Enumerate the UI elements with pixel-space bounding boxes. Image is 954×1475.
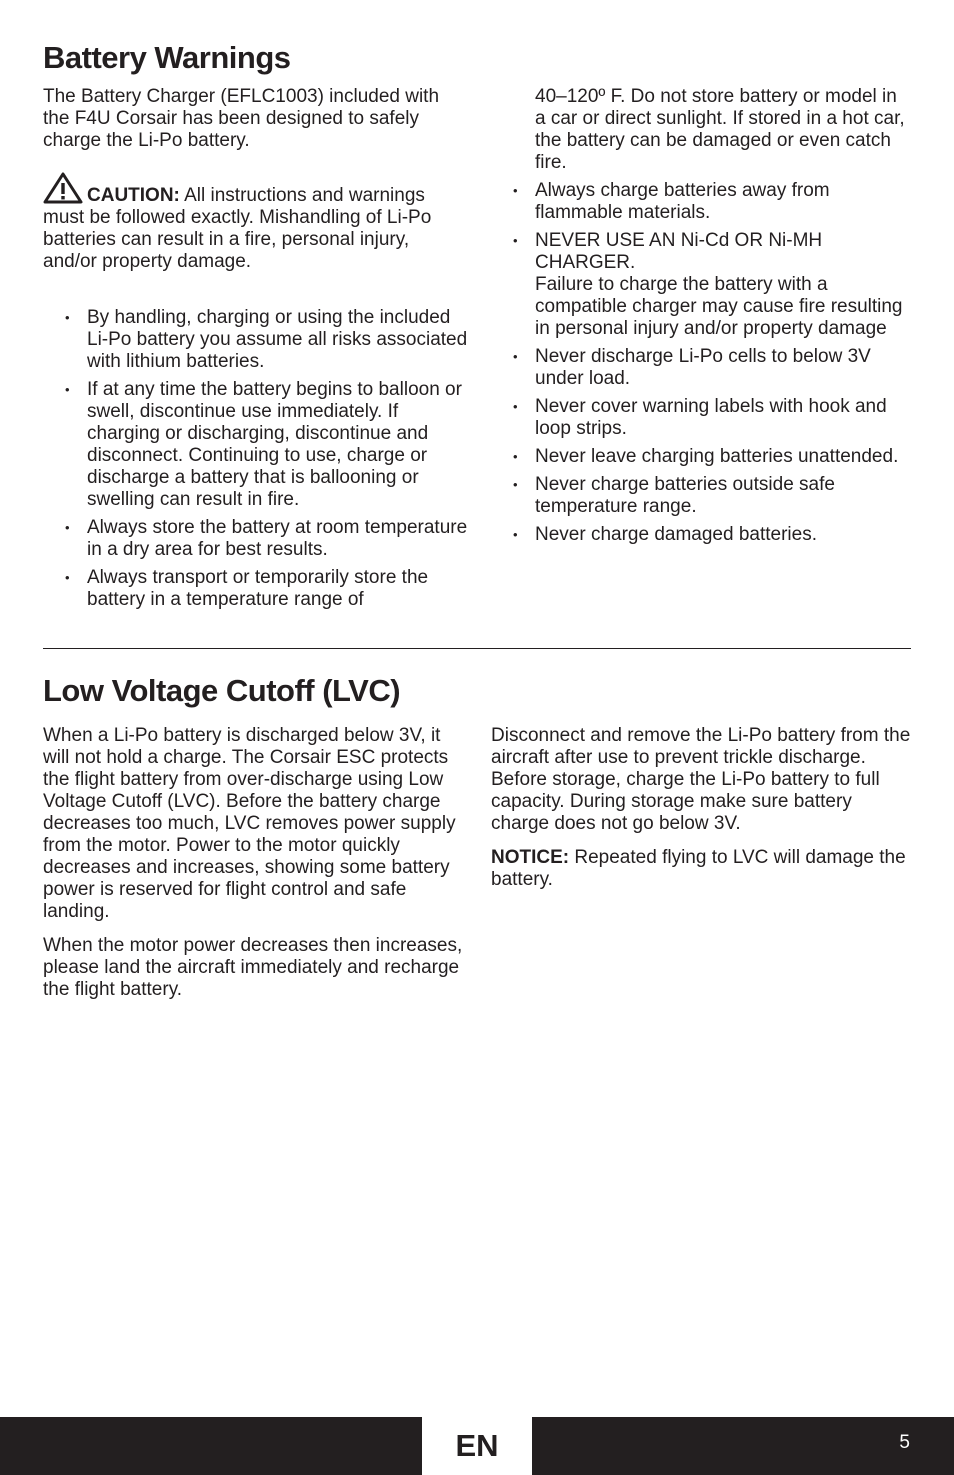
list-item: • NEVER USE AN Ni-Cd OR Ni-MH CHARGER. Failure to charge the battery with a compatible charger may cause fire resulting in personal injury and/or property damage <box>513 230 903 339</box>
language-tab: EN <box>455 1428 499 1463</box>
bullet-mark: • <box>65 310 70 325</box>
battery-intro: The Battery Charger (EFLC1003) included with the F4U Corsair has been designed to safely charge the Li-Po battery. <box>43 86 440 151</box>
section-divider <box>43 648 911 649</box>
battery-warnings-left-column <box>43 86 468 617</box>
bullet-mark: • <box>65 382 70 397</box>
list-item: • Always store the battery at room temperature in a dry area for best results. <box>65 517 468 560</box>
notice-text: Repeated flying to LVC will damage the battery. <box>491 847 906 890</box>
bullet-mark: • <box>513 477 518 492</box>
notice-label: NOTICE: <box>491 847 570 868</box>
charger-detail: Failure to charge the battery with a compatible charger may cause fire resulting in personal injury and/or property damage <box>535 274 903 339</box>
lvc-left-column <box>43 725 468 1001</box>
bullet-mark: • <box>513 399 518 414</box>
bullet-mark: • <box>65 520 70 535</box>
right-bullet-list <box>513 180 908 546</box>
lvc-title: Low Voltage Cutoff (LVC) <box>43 673 401 708</box>
bullet-mark: • <box>513 449 518 464</box>
lvc-right-column <box>491 725 911 891</box>
bullet-continuation: 40–120º F. Do not store battery or model in a car or direct sunlight. If stored in a hot car, the battery can be damaged or even catch fire. <box>535 86 905 173</box>
bullet-mark: • <box>513 183 518 198</box>
list-item: • Always charge batteries away from flammable materials. <box>513 180 830 223</box>
list-item: • Never discharge Li-Po cells to below 3V under load. <box>513 346 871 389</box>
lvc-paragraph-2: When the motor power decreases then increases, please land the aircraft immediately and recharge the flight battery. <box>43 935 463 1000</box>
list-item: • Never charge damaged batteries. <box>513 524 817 545</box>
bullet-mark: • <box>65 570 70 585</box>
list-item: • If at any time the battery begins to balloon or swell, discontinue use immediately. If charging or discharging, discontinue and disconnect. Continuing to use, charge or discharge a battery that is ballooning or swelling can result in fire. <box>65 379 462 510</box>
caution-label: CAUTION: <box>87 185 180 206</box>
caution-paragraph <box>43 172 468 273</box>
list-item: • Never leave charging batteries unattended. <box>513 446 899 467</box>
bullet-mark: • <box>513 233 518 248</box>
footer-bar-right <box>532 1417 954 1475</box>
warning-triangle-icon <box>43 172 83 204</box>
battery-warnings-right-column <box>513 86 908 552</box>
battery-warnings-title: Battery Warnings <box>43 40 291 75</box>
footer-bar-left <box>0 1417 422 1475</box>
bullet-mark: • <box>513 527 518 542</box>
list-item: • Never cover warning labels with hook and loop strips. <box>513 396 887 439</box>
bullet-mark: • <box>513 349 518 364</box>
caution-text: All instructions and warnings must be followed exactly. Mishandling of Li-Po batteries can result in a fire, personal injury, and/or property damage. <box>43 185 432 272</box>
lvc-paragraph-1: When a Li-Po battery is discharged below 3V, it will not hold a charge. The Corsair ESC protects the flight battery from over-discharge using Low Voltage Cutoff (LVC). Before the battery charge decreases too much, LVC removes power supply from the motor. Power to the motor quickly decreases and increases, showing some battery power is reserved for flight control and safe landing. <box>43 725 456 922</box>
page-number: 5 <box>899 1432 910 1453</box>
list-item: • By handling, charging or using the included Li-Po battery you assume all risks associated with lithium batteries. <box>65 307 468 372</box>
list-item: • Never charge batteries outside safe temperature range. <box>513 474 835 517</box>
left-bullet-list <box>43 307 468 611</box>
lvc-paragraph-3: Disconnect and remove the Li-Po battery from the aircraft after use to prevent trickle discharge. Before storage, charge the Li-Po battery to full capacity. During storage make sure battery charge does not go below 3V. <box>491 725 911 834</box>
notice-paragraph <box>491 847 911 891</box>
list-item: • Always transport or temporarily store the battery in a temperature range of <box>65 567 429 610</box>
